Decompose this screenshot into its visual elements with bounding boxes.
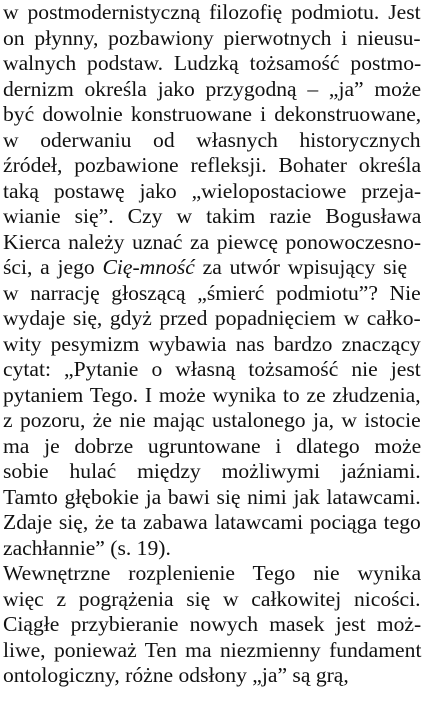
text-line: Wewnętrzne rozplenienie Tego nie wynika [3,561,422,585]
book-title: Cię-mność [102,255,195,279]
text-line: cytat: „Pytanie o własną tożsamość nie jest [3,357,421,381]
text-line: zachłannie” (s. 19). [3,535,171,560]
document-page [3,0,421,719]
text-line: więc z pogrążenia się w całkowitej nicości. [3,586,421,611]
text-line: sobie hulać między możliwymi jaźniami. [3,459,421,483]
text-line: pytaniem Tego. I może wynika to ze złudzenia, [3,382,421,407]
text-line: wianie się”. Czy w takim razie Bogusława [3,204,422,228]
text-line: Kierca należy uznać za piewcę ponowoczesno- [3,229,422,254]
text-segment: za utwór wpisujący się [194,255,408,279]
text-line: w oderwaniu od własnych historycznych [3,127,421,152]
text-line: ma je dobrze ugruntowane i dlatego może [3,433,422,458]
text-line: dernizm określa jako przygodną – „ja” może [3,76,422,101]
text-line: w postmodernistyczną filozofię podmiotu. Jest [3,0,421,24]
text-line: w narrację głoszącą „śmierć podmiotu”? Nie [3,280,421,305]
text-line: taką postawę jako „wielopostaciowe przeja- [3,178,422,203]
text-line: źródeł, pozbawione refleksji. Bohater określa [3,153,422,177]
text-line [3,255,407,280]
text-line: Zdaje się, że ta zabawa latawcami pociąga tego [3,510,421,534]
text-line: liwe, ponieważ Ten ma niezmienny fundament [3,637,422,662]
text-line: Tamto głębokie ja bawi się nimi jak latawcami. [3,484,421,509]
text-line: wydaje się, gdyż przed popadnięciem w całko- [3,306,421,330]
text-line: ontologiczny, różne odsłony „ja” są grą, [3,663,349,687]
text-line: walnych podstaw. Ludzką tożsamość postmo- [3,51,422,75]
text-segment: ści, a jego [3,255,103,279]
text-line: być dowolnie konstruowane i dekonstruowane, [3,102,422,126]
text-line: on płynny, pozbawiony pierwotnych i nieusu- [3,25,421,50]
text-line: wity pesymizm wybawia nas bardzo znaczący [3,331,421,356]
text-line: Ciągłe przybieranie nowych masek jest moż- [3,612,422,636]
text-line: z pozoru, że nie mając ustalonego ja, w istocie [3,408,421,432]
